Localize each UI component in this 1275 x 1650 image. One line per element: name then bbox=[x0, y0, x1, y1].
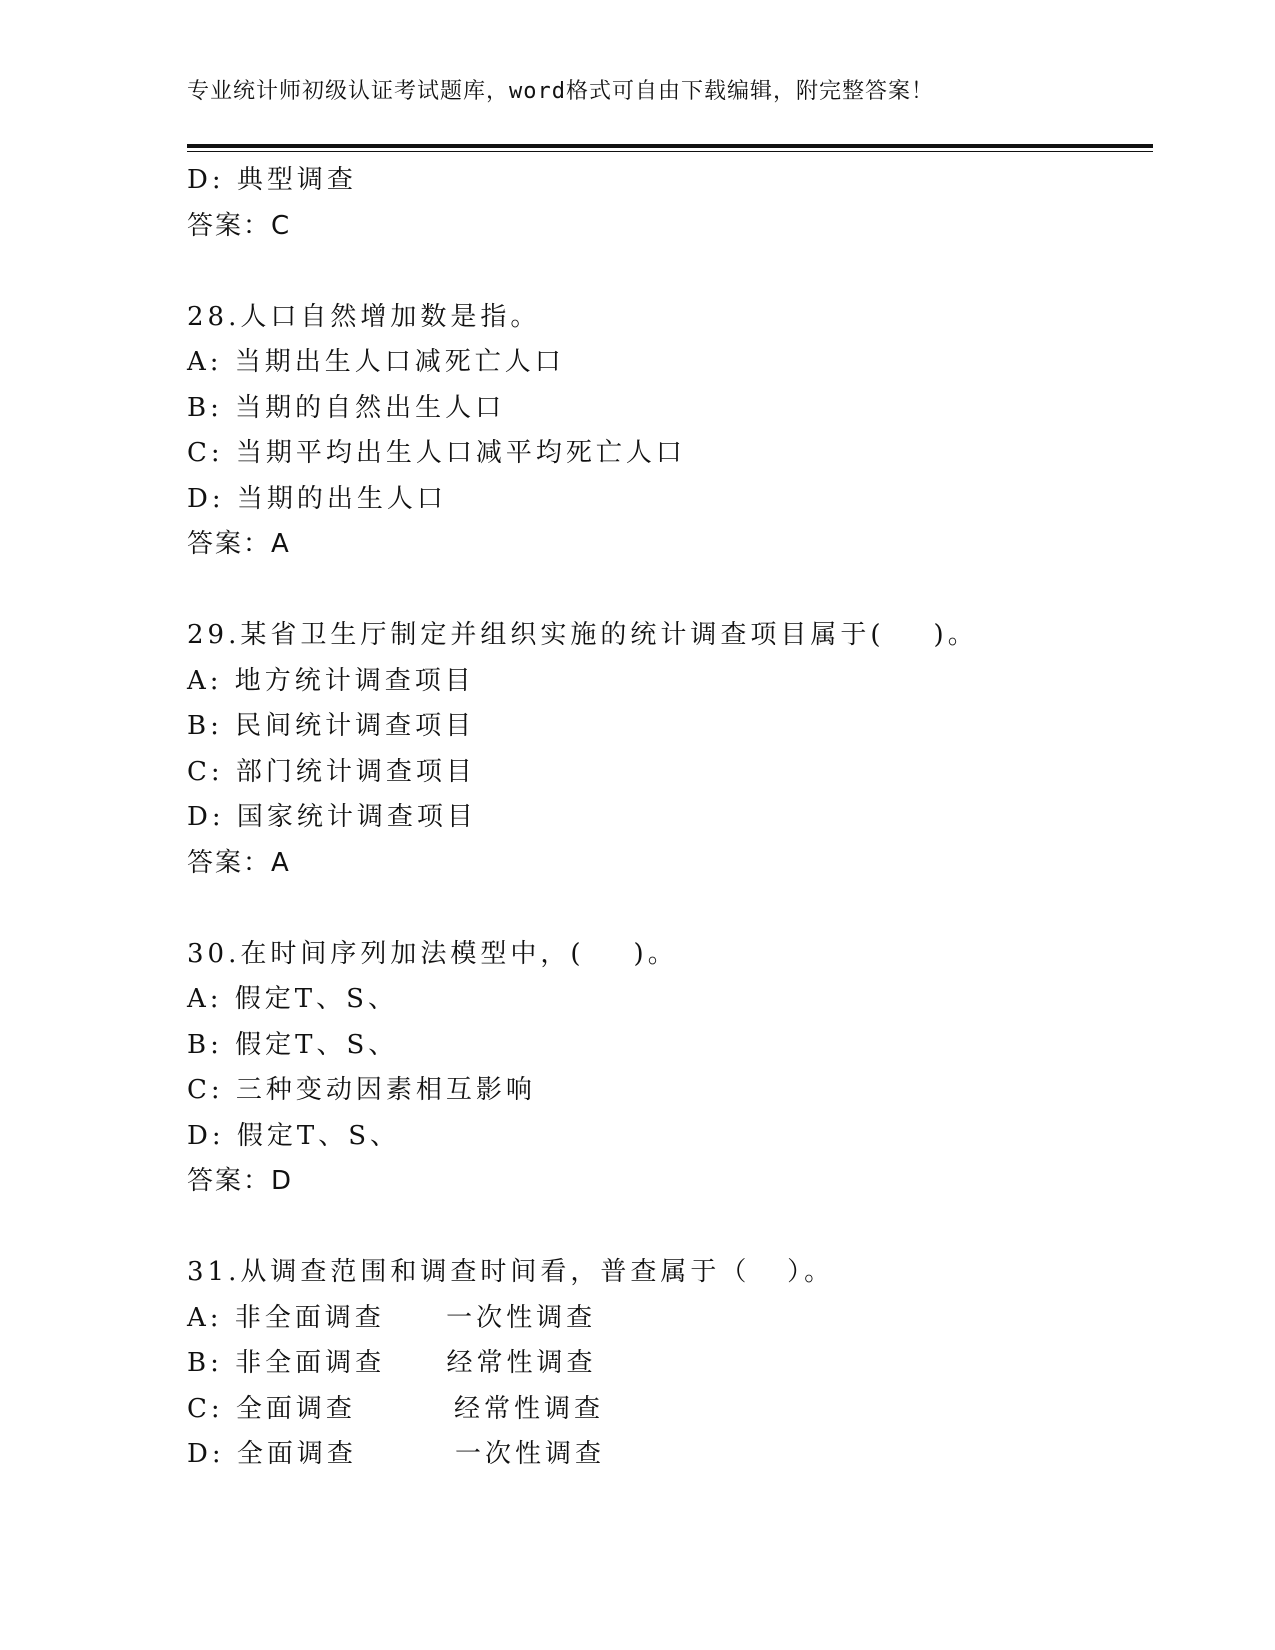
option-b: B: 非全面调查 经常性调查 bbox=[187, 1348, 597, 1378]
option-a: A: 非全面调查 一次性调查 bbox=[187, 1302, 597, 1333]
question-stem: 31.从调查范围和调查时间看，普查属于（ ）。 bbox=[187, 1257, 835, 1287]
option-b: B: 民间统计调查项目 bbox=[187, 711, 476, 741]
answer: 答案：D bbox=[187, 1166, 294, 1196]
option-a: A: 当期出生人口减死亡人口 bbox=[187, 347, 565, 377]
answer: 答案：A bbox=[187, 847, 291, 878]
option-c: C: 三种变动因素相互影响 bbox=[187, 1075, 536, 1105]
option-c: C: 全面调查 经常性调查 bbox=[187, 1393, 605, 1424]
header-rule-thin bbox=[187, 151, 1153, 152]
question-stem: 28.人口自然增加数是指。 bbox=[187, 301, 541, 332]
option-a: A: 地方统计调查项目 bbox=[187, 665, 475, 696]
option-c: C: 部门统计调查项目 bbox=[187, 756, 476, 787]
option-d: D: 全面调查 一次性调查 bbox=[187, 1439, 605, 1469]
option-b: B: 当期的自然出生人口 bbox=[187, 392, 506, 423]
header-rule-thick bbox=[187, 144, 1153, 148]
option-c: C: 当期平均出生人口减平均死亡人口 bbox=[187, 438, 686, 468]
answer: 答案：A bbox=[187, 529, 291, 559]
question-stem: 29.某省卫生厅制定并组织实施的统计调查项目属于( )。 bbox=[187, 620, 978, 650]
question-list bbox=[187, 158, 1147, 1478]
option-d: D: 假定T、S、 bbox=[187, 1120, 401, 1151]
option-d: D: 当期的出生人口 bbox=[187, 483, 447, 514]
option-a: A: 假定T、S、 bbox=[187, 984, 398, 1014]
option-d: D: 国家统计调查项目 bbox=[187, 802, 477, 832]
option-d: D: 典型调查 bbox=[187, 165, 357, 195]
page-header: 专业统计师初级认证考试题库，word格式可自由下载编辑，附完整答案！ bbox=[187, 79, 934, 104]
question-stem: 30.在时间序列加法模型中，( )。 bbox=[187, 938, 678, 969]
option-b: B: 假定T、S、 bbox=[187, 1029, 399, 1060]
answer: 答案：C bbox=[187, 210, 292, 241]
